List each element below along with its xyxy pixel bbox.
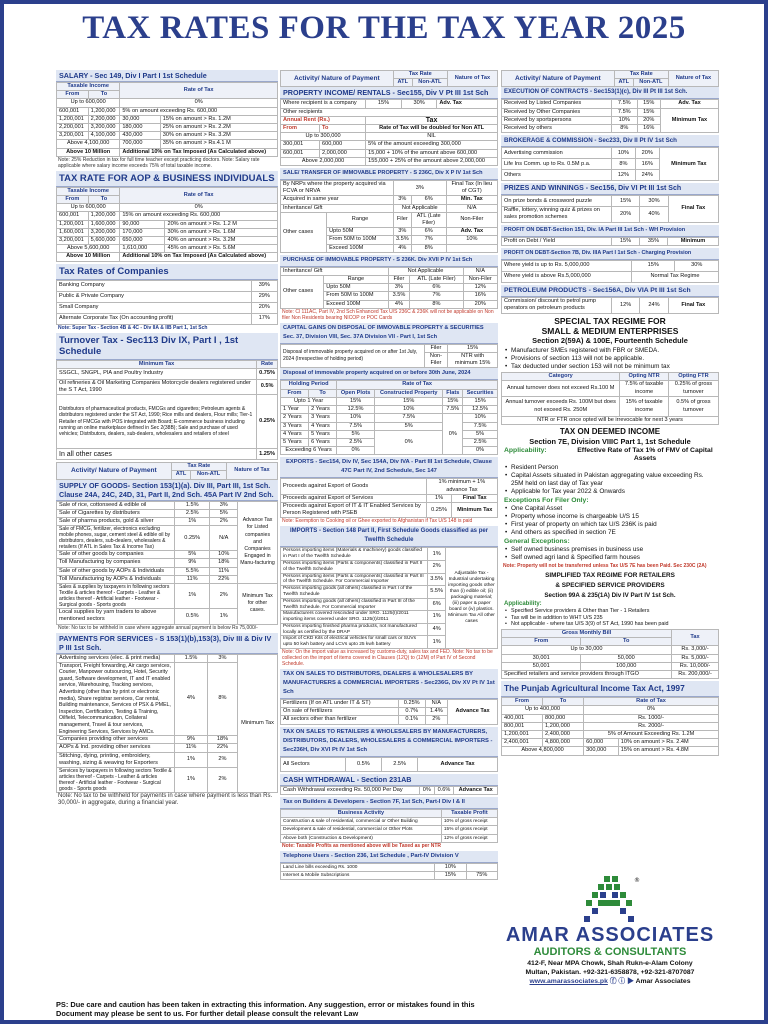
distributors-table [280,699,498,725]
sme-bullets: • Manufacturer SMEs registered with FBR or SMEDA. • Provisions of section 113 will not be applicable. • Tax deducted under section 153 will not be minimum tax [501,346,719,372]
builders-header: Tax on Builders & Developers - Section 7F, 1st Sch, Part-I Div I & II [280,797,498,809]
table-row: All Sectors 0.5% 2.5% Advance Tax [281,757,498,771]
table-row: Sale of other goods by companies 5% 10% [57,551,278,559]
brokerage-section [501,135,719,181]
table-row: Upto 50M 3% 6% 12% [281,284,498,292]
exports-header: EXPORTS - Sec154, Div IV, Sec 154A, Div IVA - Part III 1st Schedule, Clause 47C Part IV, 2nd Schedule, Sec 147 [280,457,498,478]
table-row: Exceeding 6 Years 0% 0% [281,447,498,455]
property-income-section [280,87,498,166]
turnover-section [56,333,278,461]
table-row: Specified retailers and service providers through ITGO Rs. 200,000/- [502,671,719,679]
aop-table: Taxable Income Rate of Tax From To Up to 600,000 0% 600,001 1,200,000 15% on amount exceeding Rs. 600,000 1,200,001 1,600,000 90,000 20% on amount > Rs. 1.2 M 1,600,001 3,200,000 170,000 30% on amount > Rs. 1.6M 3,200,001 5,600,000 650,000 40% on amount > Rs. 3.2M Above 5,600,000 1,610,000 45% on amount > Rs. 5.6M Above 10 Million Additional 10% on Tax Imposed (As Calculated above) [56,187,278,262]
exports-section [280,457,498,524]
table-row: Received by others 8% 16% [502,125,719,133]
cgt-holding-table: Holding Period Rate of Tax From To Open Plots Constructed Property Flats Securities Upto 1 Year 15% 15% 15% 15% 1 Year 2 Years 12.5% 10% 7.5% 12.5% 2 Years 3 Years 10% 7.5% 0% 10% 3 Years 4 Years 7.5% 5% 7.5% 4 Years 5 Years 5% 0% 5% 5 Years 6 Years 2.5% 2.5% Exceeding 6 Years 0% 0% [280,380,498,455]
table-row: Others 12% 24% [502,170,719,181]
table-row: Persons importing items (Parts & components) classified in Part III of the Twelfth Schedule. For Commercial Importer 3.5% [281,573,498,586]
table-row: 5 Years 6 Years 2.5% 2.5% [281,438,498,446]
table-row: Persons importing goods (all others) classified in Part III of the Twelfth Schedule. For Commercial Importer 6% [281,598,498,611]
table-row: Banking Company 39% [57,280,278,291]
table-row: Toll Manufacturing by AOPs & Individuals 11% 22% [57,575,278,583]
distributors-header: TAX ON SALES TO DISTRIBUTORS, DEALERS & WHOLESALERS BY MANUFACTURERS & COMMERCIAL IMPORTERS - Sec236G, Div XV Pt IV 1st Sch [280,669,498,699]
table-row: 3 Years 4 Years 7.5% 5% 7.5% [281,422,498,430]
builders-table: Business Activity Taxable Profit Construction & sale of residential, commercial or Other Building 10% of gross receipt Development & sale of residential, commercial or Other Plots 15% of gross receipt Above both (Construction & Development) 12% of gross receipt [280,809,498,843]
services-table [56,654,278,794]
table-row: 1,200,001 2,400,000 5% of Amount Exceeding Rs. 1.2M [502,731,719,739]
table-row: Small Company 20% [57,302,278,313]
page-title: TAX RATES FOR THE TAX YEAR 2025 [82,10,686,46]
table-row: Above 4,100,000 700,000 35% on amount > Rs.4.1 M [57,140,278,148]
table-row: Sale of Cigarettes by distributers 2.5% 5% [57,509,278,517]
property-income-header: PROPERTY INCOME/ RENTALS - Sec155, Div V Pt III 1st Sch [280,87,498,99]
table-row: Import of CKD Kits of electrical vehicles for small cars or SUVs upto 50 kwh battery and LCVs upto 25 kwh battery 1% [281,636,498,649]
retailers-section [280,727,498,772]
table-row: Manufacturers covered rescinded under SRO. 1125(I)/2011 importing items covered under SRO. 1125(I)/2011 1% [281,611,498,624]
imports-header: IMPORTS - Section 148 Part II, First Schedule Goods classified as per Twelfth Schedule [280,526,498,547]
salary-table: Taxable Income Rate of Tax From To Up to 600,000 0% 600,001 1,200,000 5% on amount exceeding Rs. 600,000 1,200,001 2,200,000 30,000 15% on amount > Rs. 1.2M 2,200,001 3,200,000 180,000 25% on amount > Rs. 2.2M 3,200,001 4,100,000 430,000 30% on amount > Rs. 3.2M Above 4,100,000 700,000 35% on amount > Rs.4.1 M Above 10 Million Additional 10% on Tax Imposed (As Calculated above) [56,82,278,157]
brokerage-table [501,147,719,181]
exports-table [280,478,498,518]
table-row: SSGCL, SNGPL, PIA and Poultry Industry 0.75% [57,368,278,379]
sme-subtitle: SMALL & MEDIUM ENTERPRISES [541,325,679,336]
distributors-section [280,669,498,725]
table-row: 800,001 1,200,000 Rs. 2000/- [502,722,719,730]
firm-social: Amar Associates [635,978,691,985]
table-row: Upto 50M 3% 6% Adv. Tax [281,228,498,236]
supply-header: SUPPLY OF GOODS- Section 153(1)(a). Div III, Part III, 1st Sch. Clause 24A, 24C, 24D, 31, Part II, 2nd Sch. 45A Part IV 2nd Sch. [56,480,278,501]
builders-section [280,797,498,849]
table-row: Advertising commission 10% 20% Minimum Tax [502,148,719,159]
petroleum-header: PETROLEUM PRODUCTS - Sec156A, Div VIA Pt III 1st Sch [501,285,719,297]
deemed-general: • Self owned business premises in business use • Self owned agri land & Specified farm houses [501,545,719,563]
sale-transfer-section [280,168,498,253]
turnover-header: Turnover Tax - Sec113 Div IX, Part I , 1st Schedule [56,333,278,360]
column-right [501,70,719,758]
table-row: 4 Years 5 Years 5% 0% 5% [281,430,498,438]
table-row: Internet & Mobile Subscriptions 15% 75% [281,871,498,879]
salary-header: SALARY - Sec 149, Div I Part I 1st Schedule [56,70,278,82]
table-row: 2,200,001 3,200,000 180,000 25% on amount > Rs. 2.2M [57,124,278,132]
table-row: Other recipients [281,108,498,116]
supply-note: Note: No tax to be withheld in case where aggregate annual payment is below Rs 75,000/- [58,624,258,631]
table-row: In all other cases 1.25% [57,449,278,460]
table-row: Above 10 Million Additional 10% on Tax Imposed (As Calculated above) [57,253,278,261]
deemed-general-label: General Exceptions: [504,538,570,546]
table-row: From 50M to 100M 3.5% 7% 10% [281,236,498,244]
services-header: PAYMENTS FOR SERVICES - S 153(1)(b),153(3), Div III & Div IV P III 1st Sch. [56,633,278,654]
table-row: From 50M to 100M 3.5% 7% 16% [281,292,498,300]
prizes-header: PRIZES AND WINNINGS - Sec156, Div VI Pt III 1st Sch [501,183,719,195]
imports-section [280,526,498,667]
retailers-header: TAX ON SALES TO RETAILERS & WHOLESALERS BY MANUFACTURERS, DISTRIBUTORS, DEALERS, WHOLESALERS & COMMERCIAL IMPORTERS - Sec236H, Div XVI Pt IV 1st Sch [280,727,498,757]
table-row: Inheritance/ Gift Not Applicable N/A [281,204,498,212]
sale-transfer-table: By NRPs where the property acquired via FCVA or NRVA 3% Final Tax (In lieu of CGT) Acquired in same year 3% 6% Min. Tax Inheritance/ Gift Not Applicable N/A Other cases Range Filer ATL (Late Filer) Non-Filer Upto 50M 3% 6% Adv. Tax From 50M to 100M 3.5% 7% 10% Exceed 100M 4% 8% [280,180,498,253]
table-row: 2 Years 3 Years 10% 7.5% 0% 10% [281,414,498,422]
retailers-table [280,757,498,772]
deemed-section-ref: Section 7E, Division VIIIC Part 1, 1st Schedule [529,437,691,447]
table-row: 3,200,001 4,100,000 430,000 30% on amount > Rs. 3.2M [57,132,278,140]
table-row: 1,200,001 2,200,000 30,000 15% on amount > Rs. 1.2M [57,115,278,123]
supply-table: Activity/ Nature of Payment Tax Rate Nature of Tax ATL Non-ATL [56,462,278,479]
table-row: Annual turnover exceeds Rs. 100M but does not exceed Rs. 250M 15% of taxable income 0.5% of gross turnover [502,397,719,417]
disclaimer: PS: Due care and caution has been taken in extracting this information. Any suggestion, error or mistakes found in this Document may please be sent to us. For further detail please consult the relevant Law [56,1000,475,1018]
table-row: Above 5,600,000 1,610,000 45% on amount > Rs. 5.6M [57,245,278,253]
exec-table [501,99,719,133]
table-row: Life Ins Comm. up to Rs. 0.5M p.a. 8% 16% [502,159,719,170]
table-row: Persons importing items (Materials & machinery) goods classified in Part I of the Twelfth Schedule 1% Adjustable Tax - Industrial undertaking importing goods other than (i) edible oil; (ii) packaging material; (iii) paper & paper board or (iv) plastics. Minimum Tax All other cases [281,548,498,561]
property-income-table: Where recipient is a company 15% 30% Adv. Tax Other recipients Annual Rent (Rs.) Tax From To Rate of Tax will be doubled for Non ATL Up to 300,000 NIL 300,001 600,000 5% of the amount exceeding 300,000 600,001 2,000,000 15,000 + 10% of the amount above 600,000 Above 2,000,000 155,000 + 25% of the amount above 2,000,000 [280,99,498,166]
telephone-table [280,863,498,880]
table-row: Sale of rice, cottonseed & edible oil 1.5% 3% Advance Tax for Listed companies and Companies Engaged in Manu-facturing [57,501,278,509]
cash-header: CASH WITHDRAWAL - Section 231AB [280,774,498,786]
table-row: Up to 600,000 0% [57,99,278,107]
table-row: Where yield is up to Rs. 5,000,000 15% 30% [502,260,719,271]
purchase-table: Inheritance/ Gift Not Applicable N/A Other cases Range Filer ATL (Late Filer) Non-Filer Upto 50M 3% 6% 12% From 50M to 100M 3.5% 7% 16% Exceed 100M 4% 8% 20% [280,267,498,309]
table-row: Where yield is above Rs.5,000,000 Normal Tax Regime [502,271,719,282]
cgt-section [280,323,498,455]
table-row: AOPs & Ind. providing other services 11% 22% [57,744,278,752]
services-note: Note: No tax to be withheld for payments in case where payment is less than Rs. 30,000/- in aggregate, during a financial year. [58,793,273,807]
imports-note: Note: On the import value as increased by customs-duty, sales tax and FED. Note: No tax to be collected on the import of items covered in Clauses (12Q) to (12M) of Part IV of Second Schedule. [282,649,493,668]
deemed-exceptions-label: Exceptions For Filer Only: [504,497,589,505]
exec-col-header: Activity/ Nature of Payment Tax Rate Nature of Tax ATL Non-ATL [501,70,719,87]
table-row: Sale of pharma products, gold & silver 1% 2% [57,518,278,526]
purchase-note: Note: Cl 111AC, Part IV, 2nd Sch Enhanced Tax U/S 236C & 236K will not be applicable on Non filer Non Residents bearing NICOP or POC Cards [282,308,494,321]
table-row: Stitching, dying, printing, embroidery, washing, sizing & weaving for Exporters 1% 2% [57,752,278,767]
sme-table: Category Opting NTR Opting FTR Annual turnover does not exceed Rs.100 M 7.5% of taxable income 0.25% of gross turnover Annual turnover exceeds Rs. 100M but does not exceed Rs. 250M 15% of taxable income 0.5% of gross turnover NTR or FTR once opted will be irrevocable for next 3 years [501,372,719,425]
table-row: Development & sale of residential, commercial or Other Plots 15% of gross receipt [281,826,498,834]
salary-section [56,70,278,169]
firm-tagline: AUDITORS & CONSULTANTS [533,946,687,958]
table-row: Received by Listed Companies 7.5% 15% Adv. Tax [502,100,719,108]
table-row: Persons importing items (Parts & components) classified in Part II of the Twelfth Schedule 2% [281,560,498,573]
table-row: Alternate Corporate Tax (On accounting profit) 17% [57,313,278,324]
table-row: Where recipient is a company 15% 30% Adv. Tax [281,100,498,108]
table-row: Companies providing other services 9% 18% [57,736,278,744]
table-row: Acquired in same year 3% 6% Min. Tax [281,196,498,204]
table-row: 600,001 1,200,000 5% on amount exceeding Rs. 600,000 [57,107,278,115]
table-row: 400,001 800,000 Rs. 1000/- [502,714,719,722]
table-row: On sale of fertilizers 0.7% 1.4% [281,708,498,716]
table-row: Oil refineries & Oil Marketing Companies Motorcycle dealers registered under the S T Act, 1990 0.5% [57,379,278,394]
table-row: All sectors other than fertilizer 0.1% 2% [281,716,498,724]
table-row: Up to 300,000 NIL [281,133,498,141]
table-row: Sale of FMCG, fertilizer, electronics excluding mobile phones, sugar, cement steel & edible oil by distributors, dealers, sub-dealers, wholesalers & retailers (If ATL in Sales Tax & Income Tax) 0.25% N/A [57,526,278,551]
firm-website-link[interactable]: www.amarassociates.pk [529,978,608,985]
deemed-note: Note: Property will not be transferred unless Tax U/S 7E has been Paid. Sec 230C (2A) [503,563,707,570]
social-icons: ⓕ ⓘ ▶ [609,978,636,985]
retailers-special-table: Gross Monthly Bill Tax From To Up to 30,000 Rs. 3,000/- 30,001 50,000 Rs. 5,000/- 50,001 100,000 Rs. 10,000/- Specified retailers and service providers through ITGO Rs. 200,000/- [501,629,719,679]
deemed-title: TAX ON DEEMED INCOME [559,427,661,437]
retailers-special-bullets: • Specified Service providers & Other than Tier - 1 Retailers • Tax will be in addition to WHT U/S 235 • Not applicable - where tax U/S 3(9) of ST Act, 1990 has been paid [501,607,719,629]
profit-debt-header: PROFIT ON DEBT-Section 151, Div. IA Part III 1st Sch - WH Provision [501,225,719,237]
table-row: 2,400,001 4,800,000 60,000 10% on amount > Rs. 2.4M [502,739,719,747]
exec-section [501,87,719,133]
cash-section [280,774,498,795]
table-row: Sales & supplies by taxpayers in following sectors Textile & articles thereof - Carpets - Leather & articles thereof - Artificial leather - Footwear - Surgical goods - Sports goods 1% 2% Minimum Tax for other cases. [57,584,278,609]
purchase-section [280,255,498,321]
table-row: Up to 30,000 Rs. 3,000/- [502,646,719,654]
cash-table [280,786,498,795]
table-row: By NRPs where the property acquired via FCVA or NRVA 3% Final Tax (In lieu of CGT) [281,181,498,196]
table-row: Construction & sale of residential, commercial or Other Building 10% of gross receipt [281,818,498,826]
aop-header: TAX RATE FOR AOP & BUSINESS INDIVIDUALS [56,171,278,187]
firm-address: 412-F, Near MPA Chowk, Shah Rukn-e-Alam Colony [527,960,693,967]
table-row: 1,600,001 3,200,000 170,000 30% on amount > Rs. 1.6M [57,228,278,236]
table-row: Exceed 100M 4% 8% [281,244,498,252]
petroleum-table [501,297,719,314]
table-row: Above 4,800,000 300,000 15% on amount > Rs. 4.8M [502,747,719,755]
supply-section [56,462,278,630]
table-row: Annual turnover does not exceed Rs.100 M 7.5% of taxable income 0.25% of gross turnover [502,381,719,397]
table-row: Non-Filer NTR with minimum 15% [281,353,498,368]
table-row: Proceeds against Export of Services 1% Final Tax [281,494,498,502]
table-row: Toll Manufacturing by companies 9% 18% [57,559,278,567]
table-row: Received by Other Companies 7.5% 15% Minimum Tax [502,108,719,116]
table-row: 1 Year 2 Years 12.5% 10% 7.5% 12.5% [281,406,498,414]
firm-block [501,874,719,1020]
table-row: 30,001 50,000 Rs. 5,000/- [502,654,719,662]
builders-note: Note: Taxable Profits as mentioned above will be Taxed as per NTR [282,842,442,849]
table-row: Advertising services (elec. & print media) 1.5% 3% Minimum Tax [57,654,278,662]
table-row: Persons importing finished pharma products, not manufactured locally as certified by the DRAP 4% [281,623,498,636]
table-row: Proceeds against Export of Goods 1% minimum + 1% advance Tax [281,479,498,494]
table-row: Commission/ discount to petrol pump operators on petroleum products 12% 24% Final Tax [502,297,719,313]
cgt-disposal-table [280,344,498,369]
table-row: On prize bonds & crossword puzzle 15% 30% Final Tax [502,196,719,207]
table-row: 600,001 1,200,000 15% on amount exceeding Rs. 600,000 [57,212,278,220]
table-row: Raffle, lottery, winning quiz & prizes on sales promotion schemes 20% 40% [502,207,719,222]
table-row: 50,001 100,000 Rs. 10,000/- [502,662,719,670]
table-row: 3,200,001 5,600,000 650,000 40% on amount > Rs. 3.2M [57,237,278,245]
profit-debt-section [501,225,719,246]
profit-debt-7b-header: PROFIT ON DEBT-Section 7B, Div. IIIA Part I 1st Sch - Charging Provision [501,248,719,260]
table-row: Above 2,000,000 155,000 + 25% of the amount above 2,000,000 [281,157,498,165]
agri-section [501,681,719,755]
table-row: Public & Private Company 29% [57,291,278,302]
table-row: Received by sportspersons 10% 20% [502,116,719,124]
agri-table: From To Rate of Tax Up to 400,000 0% 400,001 800,000 Rs. 1000/- 800,001 1,200,000 Rs. 2000/- 1,200,001 2,400,000 5% of Amount Exceeding Rs. 1.2M 2,400,001 4,800,000 60,000 10% on amount > Rs. 2.4M Above 4,800,000 300,000 15% on amount > Rs. 4.8M [501,697,719,755]
retailers-special-section: SIMPLIFIED TAX REGIME FOR RETAILERS & SPECIFIED SERVICE PROVIDERS Section 99A & 235(1A) Div IV Part IV 1st Sch. Applicability: • Specified Service providers & Other than Tier - 1 Retailers • Tax will be in addition to WHT U/S 235 • Not applicable - where tax U/S 3(9) of ST Act, 1990 has been paid Gross Monthly Bill Tax From To Up to 30,000 Rs. 3,000/- 30,001 50,000 Rs. 5,000/- 50,001 100,000 Rs. 10,000/- Specified retailers and service providers through ITGO Rs. 200,000/- [501,571,719,679]
table-row: 300,001 600,000 5% of the amount exceeding 300,000 [281,141,498,149]
deemed-exceptions: • One Capital Asset • Property whose income is chargeable U/S 15 • First year of property on which tax U/S 236K is paid • And others as specified in section 7E [501,504,719,538]
profit-debt-7b-table [501,260,719,283]
column-middle [280,70,498,882]
column-left [56,70,278,809]
table-row: Proceeds against Export of IT & IT Enabled Services by Person Registered with PSEB 0.25% Minimum Tax [281,502,498,517]
prizes-section [501,183,719,222]
super-tax-note: Note: Super Tax - Section 4B & 4C - Div IIA & IIB Part 1, 1st Sch [58,324,208,331]
table-row: Upto 1 Year 15% 15% 15% 15% [281,397,498,405]
petroleum-section [501,285,719,314]
telephone-header: Telephone Users - Section 236, 1st Schedule , Part-IV Division V [280,851,498,863]
table-row: Profit on Debt / Yield 15% 35% Minimum [502,237,719,245]
table-row: Inheritance/ Gift Not Applicable N/A [281,267,498,275]
deemed-rate: Effective Rate of Tax 1% of FMV of Capital Assets [577,447,713,463]
table-row: Exceed 100M 4% 8% 20% [281,300,498,308]
table-row: Fertilizers (If on ATL under IT & ST) 0.25% N/A Advance Tax [281,700,498,708]
agri-header: The Punjab Agricultural Income Tax Act, 1997 [501,681,719,697]
sme-section-ref: Section 2(59A) & 100E, Fourteenth Schedule [532,335,688,345]
table-row: Sale of other goods by AOPs & Individuals 5.5% 11% [57,567,278,575]
companies-header: Tax Rates of Companies [56,264,278,280]
table-row: Services by taxpayers in following sectors Textile & articles thereof - Carpets - Leather & articles thereof - Artificial leather - Footwear - Surgical goods - Sports goods 1% 2% [57,768,278,793]
property-col-header: Activity/ Nature of Payment Tax Rate Nature of Tax ATL Non-ATL [280,70,498,87]
prizes-table [501,195,719,222]
firm-name: AMAR ASSOCIATES [505,924,715,946]
services-section [56,633,278,808]
table-row: Disposal of immovable property acquired on or after 1st July, 2024 (Irrespective of holding period) Filer 15% [281,344,498,352]
supply-rates-table [56,501,278,625]
deemed-applicability: Applicability: [504,447,547,455]
table-row: Up to 400,000 0% [502,706,719,714]
svg-text:®: ® [634,877,640,884]
purchase-header: PURCHASE OF IMMOVABLE PROPERTY - S 236K. Div XVII P IV 1st Sch [280,255,498,267]
profit-debt-7b-section [501,248,719,283]
firm-contact: Multan, Pakistan. +92-321-6358878, +92-321-8707087 [525,969,695,976]
aop-section [56,171,278,262]
companies-table [56,280,278,325]
turnover-table: Minimum Tax Rate SSGCL, SNGPL, PIA and Poultry Industry 0.75% Oil refineries & Oil Marketing Companies Motorcycle dealers registered under the S T Act, 1990 0.5% Distributors of pharmaceutical products, FMCGs and cigarettes; Petroleum agents & distributors registered under the ST Act, 1990; Rice mills and dealers, Flour mills; Tier-1 Retailer of FMCGs with POS integrated with Board; E-commerce business including running an online marketplace defined in Sec 2(38B); Sale and purchase of used vehicles; Distributors, dealers, sub-dealers, wholesalers and retailers of steel 0.25% In all other cases 1.25% [56,360,278,461]
exports-note: Note: Exemption to Cooking oil or Ghee exported to Afghanistan if Tax U/S 148 is paid [282,518,473,525]
table-row: Transport, Freight forwarding, Air cargo services, Courier, Manpower outsourcing, Hotel, Security guard, Software development, IT and IT enabled service, Warehousing, Tracking services, Advertising (other than by print or electronic media), Share registrar services, Car rental, Building maintenance, Services of PSX & PMEL, Inspection, Certification, Testing & Training, Oilfield, Telecommunication, Collateral management, Travel & tour services, Engineering Services, Services by AMCs. 4% 8% [57,662,278,736]
table-row: Local supplies by yarn traders to above mentioned sectors 0.5% 1% [57,609,278,624]
brokerage-header: BROKERAGE & COMMISSION - Sec233, Div II Pt IV 1st Sch [501,135,719,147]
deemed-section [501,427,719,569]
cgt-header: CAPITAL GAINS ON DISPOSAL OF IMMOVABLE PROPERTY & SECURITIES Sec. 37, Division VIII, Sec. 37A Division VII - Part I, 1st Sch [280,323,498,344]
salary-note: Note: 25% Reduction in tax for full time teacher except practicing doctors. Note: Salary rate applicable where salary income exceeds 75% of total taxable income. [58,156,260,169]
companies-section [56,264,278,331]
table-row: Persons importing goods (all others) classified in Part I of the Twelfth Schedule 5.5% [281,586,498,599]
table-row: Above 10 Million Additional 10% on Tax Imposed (As Calculated above) [57,148,278,156]
sale-transfer-header: SALE/ TRANSFER OF IMMOVABLE PROPERTY - S 236C, Div X P IV 1st Sch [280,168,498,180]
table-row: Land Line bills exceeding Rs. 1000 10% [281,863,498,871]
deemed-bullets: • Resident Person • Capital Assets situated in Pakistan aggregating value exceeding Rs. 25M held on last day of Tax year • Applicable for Tax year 2022 & Onwards [501,463,719,497]
cgt-sub-header: Disposal of immovable property acquired on or before 30th June, 2024 [280,368,498,380]
table-row: 1,200,001 1,600,000 90,000 20% on amount > Rs. 1.2 M [57,220,278,228]
table-row: Cash Withdrawal exceeding Rs. 50,000 Per Day 0% 0.6% Advance Tax [281,786,498,794]
table-row: 600,001 2,000,000 15,000 + 10% of the amount above 600,000 [281,149,498,157]
firm-logo-icon [582,874,638,924]
table-row: Up to 600,000 0% [57,204,278,212]
imports-table [280,547,498,649]
exec-header: EXECUTION OF CONTRACTS - Sec153(1)(c), Div III Pt III 1st Sch. [501,87,719,99]
table-row: Distributors of pharmaceutical products, FMCGs and cigarettes; Petroleum agents & distributors registered under the ST Act, 1990; Rice mills and dealers, Flour mills; Tier-1 Retailer of FMCGs with POS integrated with Board; E-commerce business including running an online marketplace defined in Sec 2(38B); Sale and purchase of used vehicles; Distributors, dealers, sub-dealers, wholesalers and retailers of steel 0.25% [57,395,278,449]
table-row: Above both (Construction & Development) 12% of gross receipt [281,834,498,842]
sme-section [501,316,719,425]
profit-debt-table [501,237,719,246]
telephone-section [280,851,498,880]
sme-title: SPECIAL TAX REGIME FOR [554,315,666,326]
